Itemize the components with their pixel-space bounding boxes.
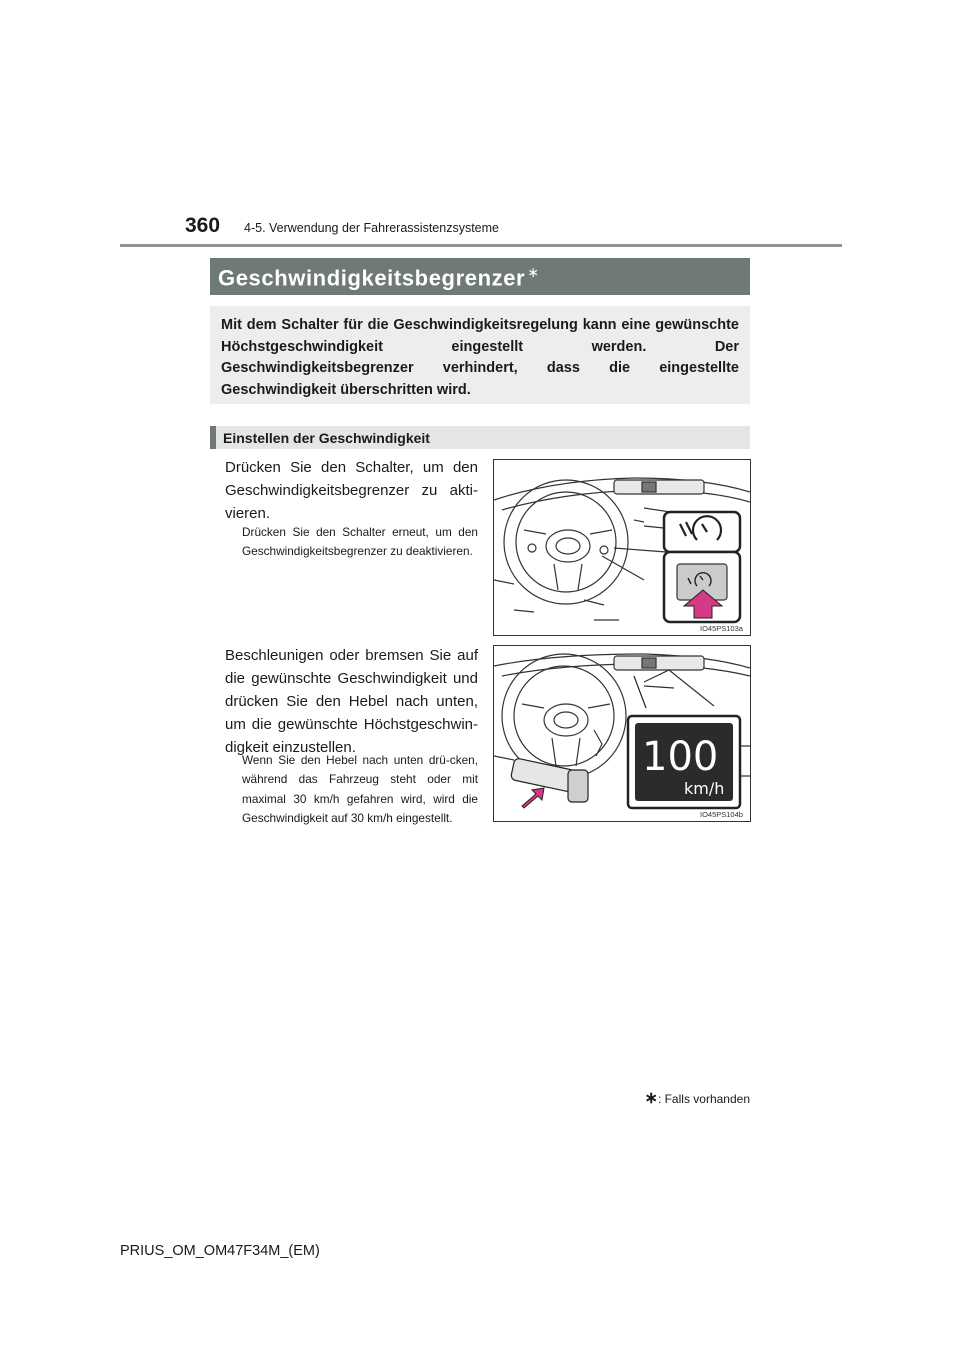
footnote [645,1088,750,1108]
footnote-text: : Falls vorhanden [657,1092,750,1106]
step-2-text: Beschleunigen oder bremsen Sie auf die gewünschte Geschwindigkeit und drücken Sie den Hebel nach unten, um die gewünschte Höchstgeschwin-digkeit einzustellen. [225,647,478,756]
image-code-1: IO45PS103a [700,624,743,633]
lever-display-drawing [494,646,750,821]
header-divider [120,244,842,247]
display-speed-unit: km/h [684,779,725,798]
subsection-accent [210,426,216,449]
step-1-text: Drücken Sie den Schalter, um den Geschwindigkeitsbegrenzer zu akti-vieren. [225,459,478,522]
image-code-2: IO45PS104b [700,810,743,819]
step-2-note: Wenn Sie den Hebel nach unten drü-cken, während das Fahrzeug steht oder mit maximal 30 km/h gefahren wird, wird die Geschwindigkeit auf 30 km/h eingestellt. [242,753,478,826]
subsection-heading: Einstellen der Geschwindigkeit [223,430,430,446]
page-title-text: Geschwindigkeitsbegrenzer [218,265,526,291]
display-speed-value: 100 [642,734,719,780]
illustration-lever [493,645,751,822]
page-title [218,264,540,291]
step-1-note: Drücken Sie den Schalter erneut, um den Geschwindigkeitsbegrenzer zu deaktivieren. [242,525,478,559]
title-asterisk: ∗ [527,264,540,280]
steering-switch-drawing [494,460,750,635]
page-number: 360 [185,214,221,237]
footnote-asterisk: ∗ [644,1090,658,1107]
illustration-switch [493,459,751,636]
footer-code: PRIUS_OM_OM47F34M_(EM) [120,1243,320,1259]
intro-text: Mit dem Schalter für die Geschwindigkeitsregelung kann eine gewünschte Höchstgeschwindigkeit eingestellt werden. Der Geschwindigkeitsbegrenzer verhindert, dass die eingestellte Geschwindigkeit überschritten wird. [221,317,739,398]
section-title: 4-5. Verwendung der Fahrerassistenzsysteme [244,221,499,235]
